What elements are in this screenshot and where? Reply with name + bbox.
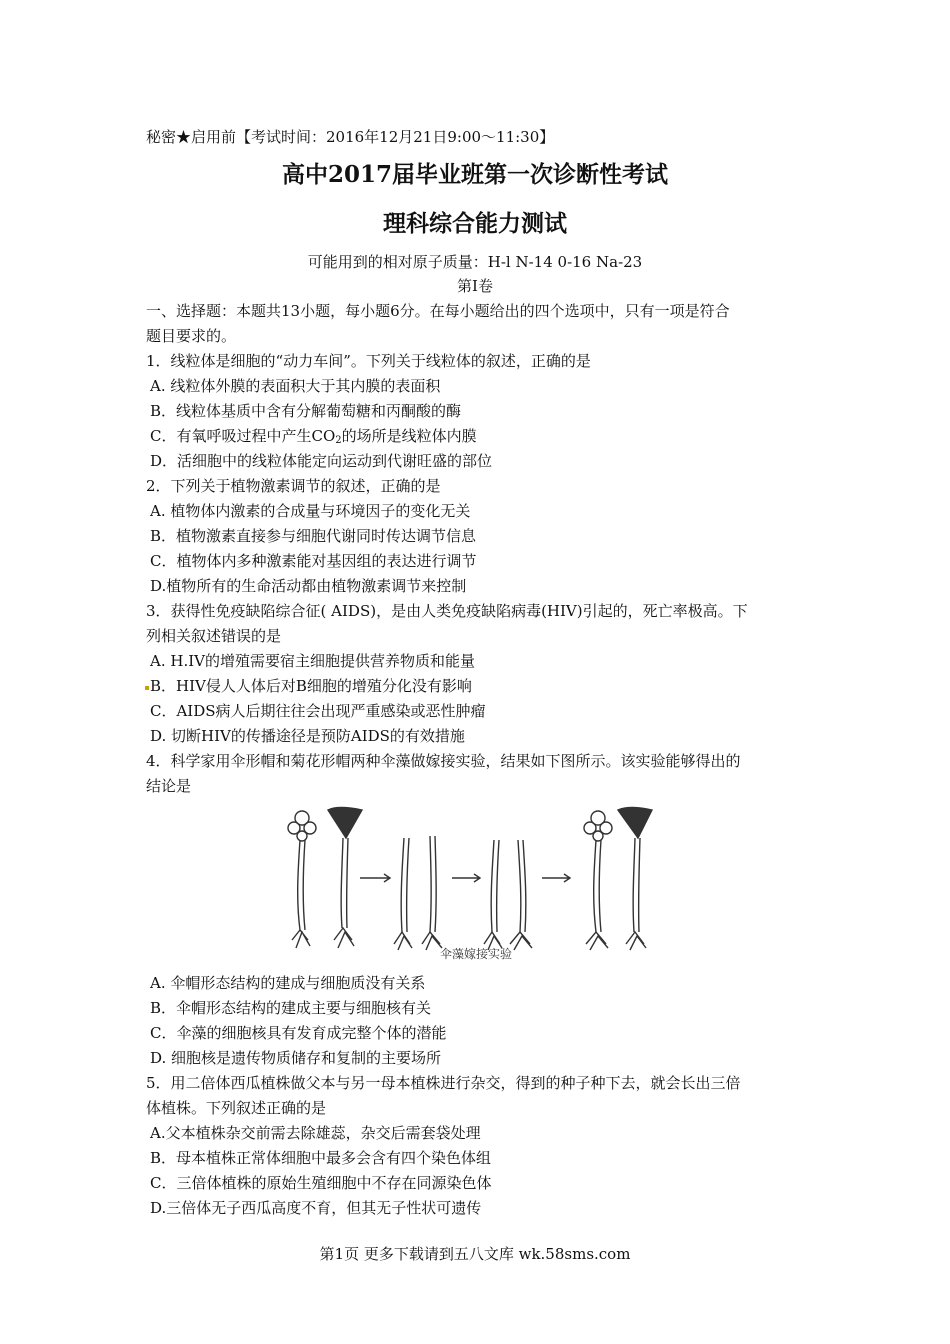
q4-option-d: D. 细胞核是遗传物质储存和复制的主要场所 <box>150 1049 442 1067</box>
highlight-marker <box>145 686 149 690</box>
q5-option-d: D.三倍体无子西瓜高度不育，但其无子性状可遗传 <box>150 1199 482 1217</box>
q1-option-c-subscript: 2 <box>335 435 342 446</box>
q4-stem-line1: 4．科学家用伞形帽和菊花形帽两种伞藻做嫁接实验，结果如下图所示。该实验能够得出的 <box>146 752 741 770</box>
q1-stem: 1．线粒体是细胞的“动力车间”。下列关于线粒体的叙述，正确的是 <box>146 352 591 370</box>
umbrella-cap-alga-2 <box>618 808 652 951</box>
q2-option-b: B．植物激素直接参与细胞代谢同时传达调节信息 <box>150 527 477 545</box>
q1-option-a: A. 线粒体外膜的表面积大于其内膜的表面积 <box>150 377 441 395</box>
grafting-experiment-figure <box>280 800 670 960</box>
q1-option-c <box>150 426 477 446</box>
q3-stem-line1: 3．获得性免疫缺陷综合征( AIDS)，是由人类免疫缺陷病毒(HIV)引起的，死亡率极高。下 <box>146 602 748 620</box>
arrow-2 <box>452 874 480 882</box>
stalk-2 <box>422 836 442 950</box>
q1-option-b: B．线粒体基质中含有分解葡萄糖和丙酮酸的酶 <box>150 402 462 420</box>
daisy-cap-alga-2 <box>584 811 612 950</box>
q4-stem-line2: 结论是 <box>146 777 192 795</box>
q3-stem-line2: 列相关叙述错误的是 <box>146 627 282 645</box>
exam-title: 高中2017届毕业班第一次诊断性考试 <box>281 161 668 188</box>
secret-line: 秘密★启用前【考试时间：2016年12月21日9:00～11:30】 <box>146 128 555 146</box>
figure-caption: 伞藻嫁接实验 <box>440 947 513 960</box>
q1-option-c-post: 的场所是线粒体内膜 <box>341 427 477 445</box>
q1-option-c-pre: C．有氧呼吸过程中产生CO <box>150 427 336 445</box>
arrow-1 <box>360 874 390 882</box>
q4-option-b: B．伞帽形态结构的建成主要与细胞核有关 <box>150 999 432 1017</box>
page-footer: 第1页 更多下载请到五八文库 wk.58sms.com <box>319 1245 631 1263</box>
q2-option-c: C．植物体内多种激素能对基因组的表达进行调节 <box>150 552 477 570</box>
q4-option-a: A. 伞帽形态结构的建成与细胞质没有关系 <box>150 974 426 992</box>
umbrella-cap-alga-1 <box>328 808 362 949</box>
q3-option-b: B．HIV侵人人体后对B细胞的增殖分化没有影响 <box>150 677 472 695</box>
q5-stem-line2: 体植株。下列叙述正确的是 <box>146 1099 327 1117</box>
q3-option-d: D. 切断HIV的传播途径是预防AIDS的有效措施 <box>150 727 465 745</box>
section-instructions-line2: 题目要求的。 <box>146 327 237 345</box>
q3-option-a: A. H.IV的增殖需要宿主细胞提供营养物质和能量 <box>150 652 475 670</box>
q2-option-d: D.植物所有的生命活动都由植物激素调节来控制 <box>150 577 467 595</box>
arrow-3 <box>542 874 570 882</box>
q5-option-c: C．三倍体植株的原始生殖细胞中不存在同源染色体 <box>150 1174 492 1192</box>
q5-option-a: A.父本植株杂交前需去除雄蕊，杂交后需套袋处理 <box>150 1124 481 1142</box>
stalk-1 <box>394 838 412 950</box>
q4-option-c: C．伞藻的细胞核具有发育成完整个体的潜能 <box>150 1024 447 1042</box>
q5-option-b: B．母本植株正常体细胞中最多会含有四个染色体组 <box>150 1149 492 1167</box>
q2-stem: 2．下列关于植物激素调节的叙述，正确的是 <box>146 477 441 495</box>
atomic-masses: 可能用到的相对原子质量：H-l N-14 0-16 Na-23 <box>307 253 643 271</box>
q1-option-d: D．活细胞中的线粒体能定向运动到代谢旺盛的部位 <box>150 452 493 470</box>
exam-subtitle: 理科综合能力测试 <box>383 210 567 237</box>
daisy-cap-alga-1 <box>288 811 316 948</box>
regenerating-stalk-2 <box>510 840 532 950</box>
q5-stem-line1: 5．用二倍体西瓜植株做父本与另一母本植株进行杂交，得到的种子种下去，就会长出三倍 <box>146 1074 741 1092</box>
q2-option-a: A. 植物体内激素的合成量与环境因子的变化无关 <box>150 502 471 520</box>
volume-label: 第I卷 <box>457 277 493 295</box>
regenerating-stalk-1 <box>484 840 502 950</box>
q3-option-c: C．AIDS病人后期往往会出现严重感染或恶性肿瘤 <box>150 702 486 720</box>
section-instructions-line1: 一、选择题：本题共13小题，每小题6分。在每小题给出的四个选项中，只有一项是符合 <box>146 302 730 320</box>
